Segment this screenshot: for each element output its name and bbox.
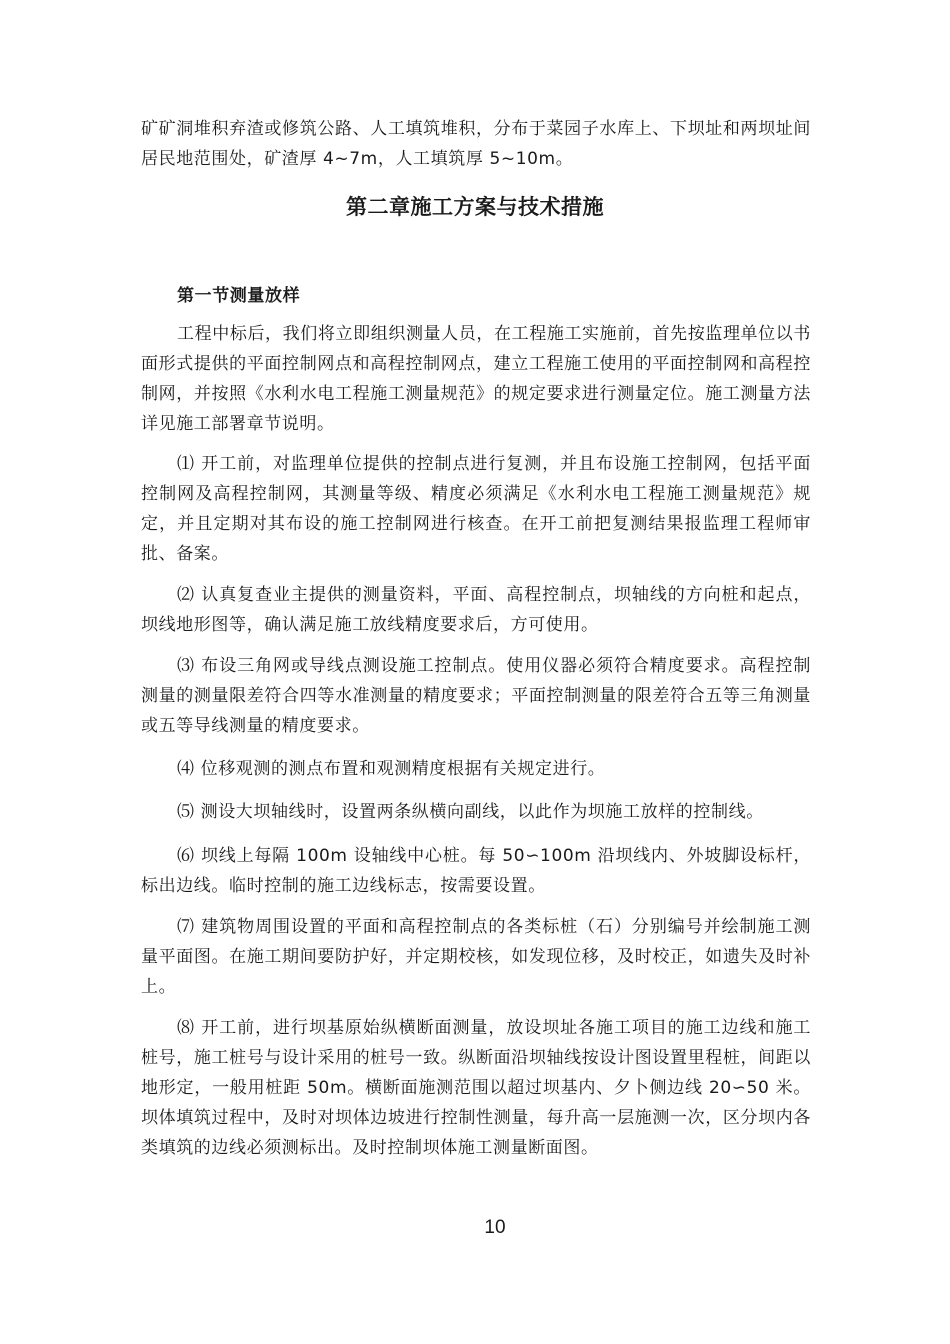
body-paragraph-2: ⑴ 开工前，对监理单位提供的控制点进行复测，并且布设施工控制网，包括平面控制网及高程控制网，其测量等级、精度必须满足《水利水电工程施工测量规范》规定，并且定期对其布设的施工控制网进行核查。在开工前把复测结果报监理工程师审批、备案。 bbox=[141, 454, 811, 564]
body-paragraph-9: ⑻ 开工前，进行坝基原始纵横断面测量，放设坝址各施工项目的施工边线和施工桩号，施工桩号与设计采用的桩号一致。纵断面沿坝轴线按设计图设置里程桩，间距以地形定，一般用桩距 50m。横断面施测范围以超过坝基内、夕卜侧边线 20∽50 米。坝体填筑过程中，及时对坝体边坡进行控制性测量，每升高一层施测一次，区分坝内各类填筑的边线必须测标出。及时控制坝体施工测量断面图。 bbox=[141, 1018, 811, 1158]
intro-paragraph: 矿矿洞堆积弃渣或修筑公路、人工填筑堆积，分布于菜园子水库上、下坝址和两坝址间居民地范围处，矿渣厚 4~7m，人工填筑厚 5~10m。 bbox=[141, 119, 811, 169]
chapter-title: 第二章施工方案与技术措施 bbox=[346, 194, 604, 219]
body-paragraph-1: 工程中标后，我们将立即组织测量人员，在工程施工实施前，首先按监理单位以书面形式提供的平面控制网点和高程控制网点，建立工程施工使用的平面控制网和高程控制网，并按照《水利水电工程施工测量规范》的规定要求进行测量定位。施工测量方法详见施工部署章节说明。 bbox=[141, 324, 811, 434]
body-paragraph-8: ⑺ 建筑物周围设置的平面和高程控制点的各类标桩（石）分别编号并绘制施工测量平面图。在施工期间要防护好，并定期校核，如发现位移，及时校正，如遗失及时补上。 bbox=[141, 917, 811, 997]
body-paragraph-7: ⑹ 坝线上每隔 100m 设轴线中心桩。每 50∽100m 沿坝线内、外坡脚设标杆，标出边线。临时控制的施工边线标志，按需要设置。 bbox=[141, 846, 811, 896]
section-title: 第一节测量放样 bbox=[177, 286, 301, 306]
page-number: 10 bbox=[484, 1217, 506, 1238]
body-paragraph-5: ⑷ 位移观测的测点布置和观测精度根据有关规定进行。 bbox=[177, 759, 606, 779]
body-paragraph-4: ⑶ 布设三角网或导线点测设施工控制点。使用仪器必须符合精度要求。高程控制测量的测量限差符合四等水准测量的精度要求；平面控制测量的限差符合五等三角测量或五等导线测量的精度要求。 bbox=[141, 656, 811, 736]
body-paragraph-3: ⑵ 认真复查业主提供的测量资料，平面、高程控制点，坝轴线的方向桩和起点，坝线地形图等，确认满足施工放线精度要求后，方可使用。 bbox=[141, 585, 811, 635]
body-paragraph-6: ⑸ 测设大坝轴线时，设置两条纵横向副线，以此作为坝施工放样的控制线。 bbox=[177, 802, 764, 822]
